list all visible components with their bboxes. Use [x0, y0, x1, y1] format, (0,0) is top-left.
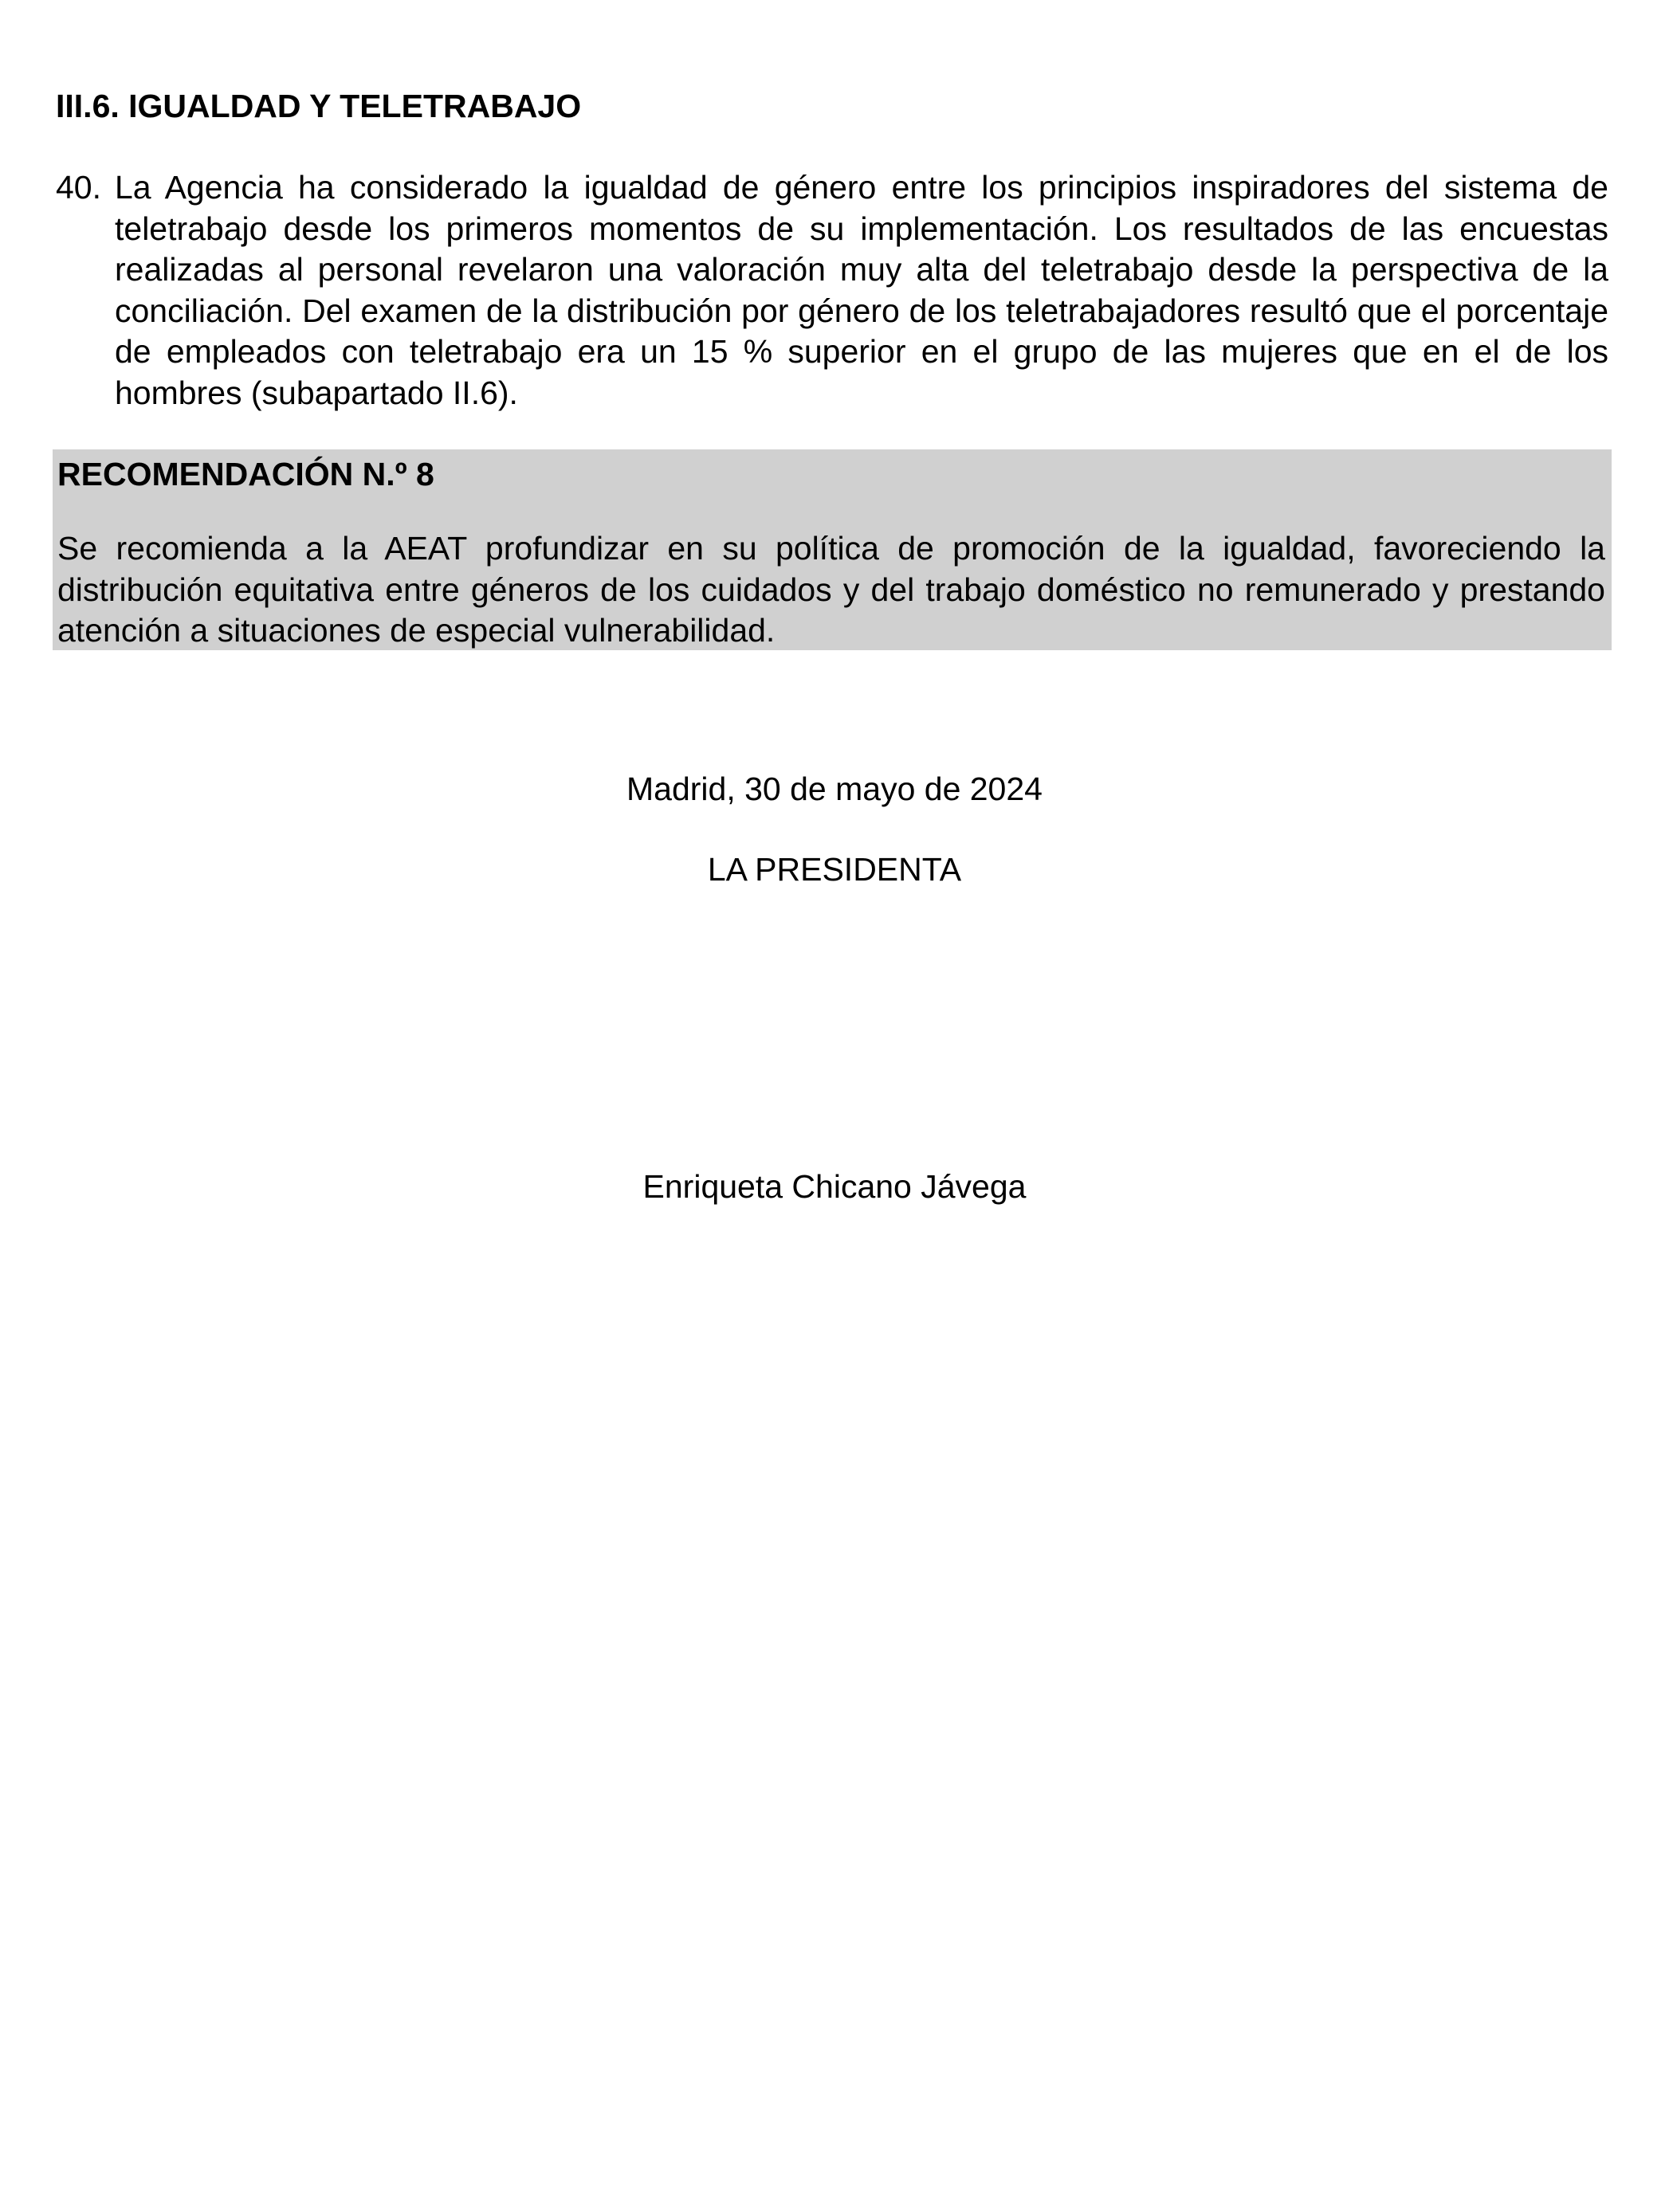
signer-name: Enriqueta Chicano Jávega: [642, 1168, 1027, 1205]
place-date: Madrid, 30 de mayo de 2024: [626, 771, 1043, 807]
paragraph-number: 40.: [56, 169, 101, 206]
recommendation-text: Se recomienda a la AEAT profundizar en su política de promoción de la igualdad, favoreciendo la distribución equitativa entre géneros de los cuidados y del trabajo doméstico no remunerado y prestando atención a situaciones de especial vulnerabilidad.: [57, 530, 1605, 649]
signer-role: LA PRESIDENTA: [707, 851, 962, 888]
numbered-paragraph: [56, 167, 1608, 414]
paragraph-text: La Agencia ha considerado la igualdad de género entre los principios inspiradores del sistema de teletrabajo desde los primeros momentos de su implementación. Los resultados de las encuestas realizadas al personal revelaron una valoración muy alta del teletrabajo desde la perspectiva de la conciliación. Del examen de la distribución por género de los teletrabajadores resultó que el porcentaje de empleados con teletrabajo era un 15 % superior en el grupo de las mujeres que en el de los hombres (subapartado II.6).: [115, 169, 1608, 411]
recommendation-box: [53, 449, 1612, 650]
recommendation-title: RECOMENDACIÓN N.º 8: [57, 456, 434, 492]
section-heading: III.6. IGUALDAD Y TELETRABAJO: [56, 88, 582, 124]
